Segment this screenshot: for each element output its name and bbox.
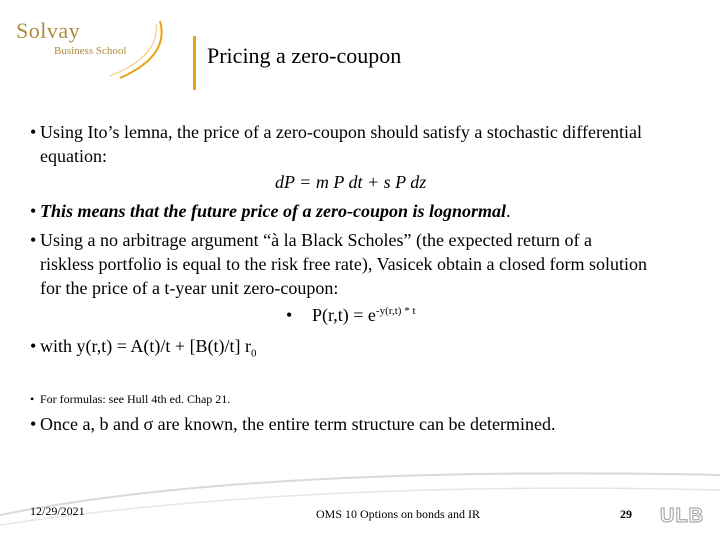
bullet-marker: • (30, 201, 37, 221)
logo-subtitle: Business School (54, 45, 127, 57)
bullet-term-structure (0, 412, 650, 436)
bullet-text: Using Ito’s lemna, the price of a zero-coupon should satisfy a stochastic differential equation: (40, 122, 642, 166)
price-formula (312, 305, 416, 326)
bullet-marker: • (30, 122, 37, 142)
footer-wave-decoration (0, 455, 720, 540)
slide-title: Pricing a zero-coupon (207, 43, 402, 68)
bullet-hull-reference (0, 391, 650, 407)
bullet-vasicek (0, 228, 650, 300)
bullet-marker: • (30, 336, 37, 356)
solvay-logo (10, 16, 190, 86)
bullet-marker: • (30, 230, 37, 250)
price-formula-main: P(r,t) = e (312, 305, 376, 325)
bullet-marker: • (30, 414, 37, 434)
price-formula-exponent: -y(r,t) * t (375, 305, 416, 317)
bullet-text: Using a no arbitrage argument “à la Black Scholes” (the expected return of a riskless portfolio is equal to the risk free rate), Vasicek obtain a closed form solution for the price of a t-year unit zero-coupon: (40, 230, 648, 298)
footer-date: 12/29/2021 (30, 504, 85, 518)
bullet-text: For formulas: see Hull 4th ed. Chap 21. (40, 392, 231, 406)
bullet-bold-text: This means that the future price of a zero-coupon is lognormal (40, 201, 507, 221)
ulb-logo: ULB (660, 505, 705, 527)
logo-name: Solvay (16, 18, 81, 43)
bullet-text-end: . (506, 201, 511, 221)
stochastic-equation: dP = m P dt + s P dz (275, 172, 427, 192)
formula-bullet (286, 305, 416, 326)
bullet-marker: • (286, 305, 293, 325)
bullet-text (40, 334, 650, 366)
yield-formula-main: with y(r,t) = A(t)/t + [B(t)/t] r (40, 336, 252, 356)
bullet-ito-lemma (0, 120, 650, 168)
footer-page-number: 29 (620, 507, 632, 521)
bullet-marker: • (30, 392, 35, 406)
bullet-text: Once a, b and σ are known, the entire term structure can be determined. (40, 414, 556, 434)
bullet-yield-formula (0, 334, 650, 366)
bullet-text (40, 199, 650, 223)
footer-course: OMS 10 Options on bonds and IR (316, 507, 481, 521)
title-accent-bar (193, 36, 196, 90)
bullet-lognormal (0, 199, 650, 223)
yield-formula-subscript: 0 (251, 347, 257, 360)
